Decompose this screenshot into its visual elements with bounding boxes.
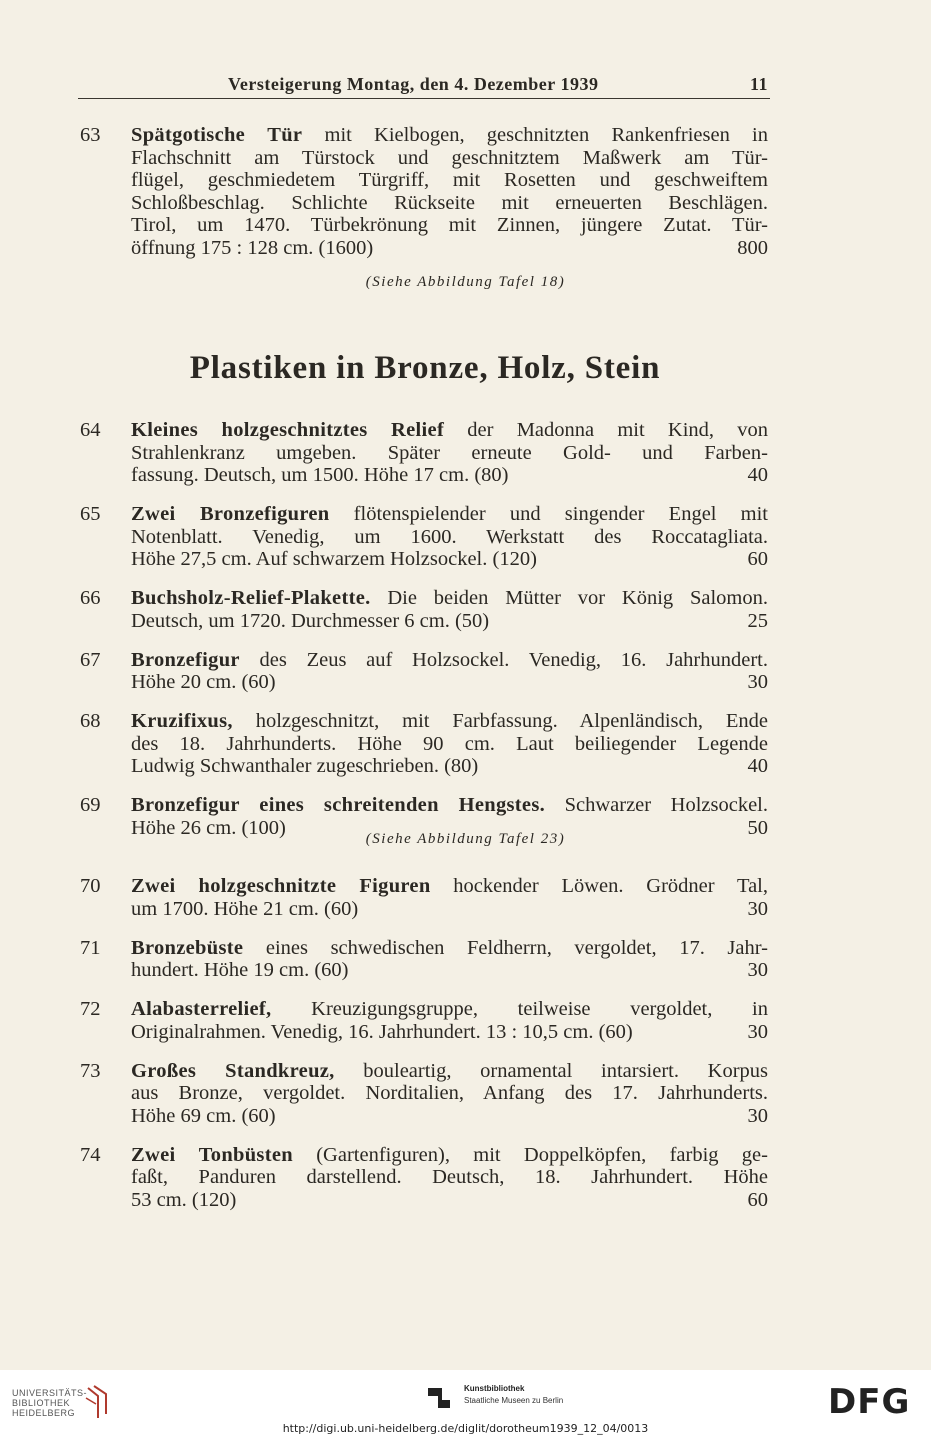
lot-number: 65 bbox=[80, 503, 101, 525]
description-line: 40 Ludwig Schwanthaler zugeschrieben. (80) bbox=[131, 755, 768, 777]
lot-title: Bronzefigur bbox=[131, 648, 240, 671]
description-line: Spätgotische Tür mit Kielbogen, geschnitzten Rankenfriesen in bbox=[131, 124, 768, 146]
description-line: aus Bronze, vergoldet. Norditalien, Anfang des 17. Jahrhunderts. bbox=[131, 1082, 768, 1104]
lot-description bbox=[131, 503, 768, 571]
lot-title: Kleines holzgeschnitztes Relief bbox=[131, 419, 445, 441]
description-line: Buchsholz-Relief-Plakette. Die beiden Mütter vor König Salomon. bbox=[131, 587, 768, 609]
ub-line: UNIVERSITÄTS- bbox=[12, 1388, 88, 1398]
description-line: Zwei Tonbüsten (Gartenfiguren), mit Doppelköpfen, farbig ge- bbox=[131, 1143, 768, 1166]
description-line: 60 53 cm. (120) bbox=[131, 1188, 768, 1211]
lot-description bbox=[131, 1144, 768, 1212]
lot-number: 67 bbox=[80, 648, 101, 671]
description-line: Tirol, um 1470. Türbekrönung mit Zinnen, jüngere Zutat. Tür- bbox=[131, 214, 768, 236]
description-line: faßt, Panduren darstellend. Deutsch, 18. Jahrhundert. Höhe bbox=[131, 1166, 768, 1188]
lot-number: 63 bbox=[80, 124, 101, 146]
description-line: 30 hundert. Höhe 19 cm. (60) bbox=[131, 959, 768, 981]
kunstbibliothek-subtitle: Staatliche Museen zu Berlin bbox=[464, 1396, 564, 1405]
description-line: 60 Höhe 27,5 cm. Auf schwarzem Holzsockel. (120) bbox=[131, 548, 768, 570]
lot-number: 74 bbox=[80, 1143, 101, 1166]
section-title: Plastiken in Bronze, Holz, Stein bbox=[189, 350, 661, 386]
description-line: Strahlenkranz umgeben. Später erneute Gold- und Farben- bbox=[131, 441, 768, 464]
lot-estimate: 30 bbox=[747, 1104, 768, 1127]
description-line: des 18. Jahrhunderts. Höhe 90 cm. Laut beiliegender Legende bbox=[131, 732, 768, 755]
lot-title: Zwei Bronzefiguren bbox=[131, 503, 330, 525]
running-head-title: Versteigerung Montag, den 4. Dezember 1939 bbox=[228, 74, 599, 94]
description-line: Bronzefigur des Zeus auf Holzsockel. Venedig, 16. Jahrhundert. bbox=[131, 648, 768, 671]
lot-title: Bronzebüste bbox=[131, 936, 244, 959]
description-line: 30 Höhe 20 cm. (60) bbox=[131, 671, 768, 693]
university-library-logo-icon bbox=[84, 1384, 110, 1420]
lot-number: 69 bbox=[80, 794, 101, 816]
description-line: Flachschnitt am Türstock und geschnitztem Maßwerk am Tür- bbox=[131, 146, 768, 169]
ub-line: BIBLIOTHEK bbox=[12, 1398, 71, 1408]
lot-description bbox=[131, 875, 768, 920]
description-line: Zwei Bronzefiguren flötenspielender und singender Engel mit bbox=[131, 503, 768, 525]
lot-number: 72 bbox=[80, 998, 101, 1020]
lot-title: Zwei holzgeschnitzte Figuren bbox=[131, 875, 431, 897]
kunstbibliothek-logo bbox=[428, 1384, 598, 1412]
plate-reference: (Siehe Abbildung Tafel 23) bbox=[365, 831, 566, 847]
lot-estimate: 50 bbox=[747, 816, 768, 839]
lot-description bbox=[131, 937, 768, 982]
description-line: 30 Originalrahmen. Venedig, 16. Jahrhundert. 13 : 10,5 cm. (60) bbox=[131, 1020, 768, 1043]
permalink-url[interactable]: http://digi.ub.uni-heidelberg.de/diglit/dorotheum1939_12_04/0013 bbox=[282, 1422, 649, 1435]
lot-description bbox=[131, 998, 768, 1043]
description-line: Kleines holzgeschnitztes Relief der Madonna mit Kind, von bbox=[131, 419, 768, 441]
lot-title: Spätgotische Tür bbox=[131, 124, 303, 146]
page-number: 11 bbox=[749, 74, 768, 94]
description-line: flügel, geschmiedetem Türgriff, mit Rosetten und geschweiftem bbox=[131, 169, 768, 191]
lot-number: 71 bbox=[80, 936, 101, 959]
lot-description bbox=[131, 649, 768, 694]
dfg-logo: DFG bbox=[828, 1382, 911, 1422]
digitization-footer bbox=[0, 1370, 931, 1438]
description-line: Kruzifixus, holzgeschnitzt, mit Farbfassung. Alpenländisch, Ende bbox=[131, 710, 768, 732]
lot-number: 68 bbox=[80, 710, 101, 732]
lot-description bbox=[131, 124, 768, 259]
lot-number: 66 bbox=[80, 587, 101, 609]
lot-title: Alabasterrelief, bbox=[131, 998, 272, 1020]
lot-estimate: 40 bbox=[747, 755, 768, 777]
lot-title: Bronzefigur eines schreitenden Hengstes. bbox=[131, 794, 546, 816]
description-line: 40 fassung. Deutsch, um 1500. Höhe 17 cm. (80) bbox=[131, 464, 768, 486]
ub-line: HEIDELBERG bbox=[12, 1408, 76, 1418]
lot-title: Großes Standkreuz, bbox=[131, 1059, 335, 1082]
description-line: 800 öffnung 175 : 128 cm. (1600) bbox=[131, 236, 768, 259]
lot-number: 64 bbox=[80, 419, 101, 441]
description-line: 50 Höhe 26 cm. (100) bbox=[131, 816, 768, 839]
lot-number: 73 bbox=[80, 1059, 101, 1082]
description-line: Bronzebüste eines schwedischen Feldherrn, vergoldet, 17. Jahr- bbox=[131, 936, 768, 959]
lot-title: Kruzifixus, bbox=[131, 710, 233, 732]
description-line: Alabasterrelief, Kreuzigungsgruppe, teilweise vergoldet, in bbox=[131, 998, 768, 1020]
running-head bbox=[78, 72, 770, 99]
kunstbibliothek-name: Kunstbibliothek bbox=[464, 1384, 525, 1393]
lot-estimate: 40 bbox=[747, 464, 768, 486]
description-line: 25 Deutsch, um 1720. Durchmesser 6 cm. (50) bbox=[131, 609, 768, 632]
lot-estimate: 800 bbox=[737, 236, 768, 259]
lot-estimate: 30 bbox=[747, 1020, 768, 1043]
description-line: Zwei holzgeschnitzte Figuren hockender Löwen. Grödner Tal, bbox=[131, 875, 768, 897]
lot-estimate: 25 bbox=[747, 609, 768, 632]
description-line: Bronzefigur eines schreitenden Hengstes. Schwarzer Holzsockel. bbox=[131, 794, 768, 816]
description-line: Notenblatt. Venedig, um 1600. Werkstatt des Roccatagliata. bbox=[131, 525, 768, 548]
lot-description bbox=[131, 587, 768, 632]
description-line: 30 Höhe 69 cm. (60) bbox=[131, 1104, 768, 1127]
lot-estimate: 30 bbox=[747, 671, 768, 693]
lot-estimate: 30 bbox=[747, 897, 768, 920]
plate-reference: (Siehe Abbildung Tafel 18) bbox=[365, 274, 566, 290]
lot-number: 70 bbox=[80, 875, 101, 897]
lot-estimate: 30 bbox=[747, 959, 768, 981]
lot-title: Buchsholz-Relief-Plakette. bbox=[131, 587, 371, 609]
lot-description bbox=[131, 1060, 768, 1128]
lot-estimate: 60 bbox=[747, 1188, 768, 1211]
lot-description bbox=[131, 710, 768, 778]
description-line: Großes Standkreuz, bouleartig, ornamental intarsiert. Korpus bbox=[131, 1059, 768, 1082]
university-library-label bbox=[12, 1388, 87, 1418]
description-line: Schloßbeschlag. Schlichte Rückseite mit erneuerten Beschlägen. bbox=[131, 191, 768, 214]
lot-description bbox=[131, 419, 768, 487]
description-line: 30 um 1700. Höhe 21 cm. (60) bbox=[131, 897, 768, 920]
kunstbibliothek-icon bbox=[428, 1386, 450, 1408]
lot-title: Zwei Tonbüsten bbox=[131, 1143, 293, 1166]
lot-estimate: 60 bbox=[747, 548, 768, 570]
